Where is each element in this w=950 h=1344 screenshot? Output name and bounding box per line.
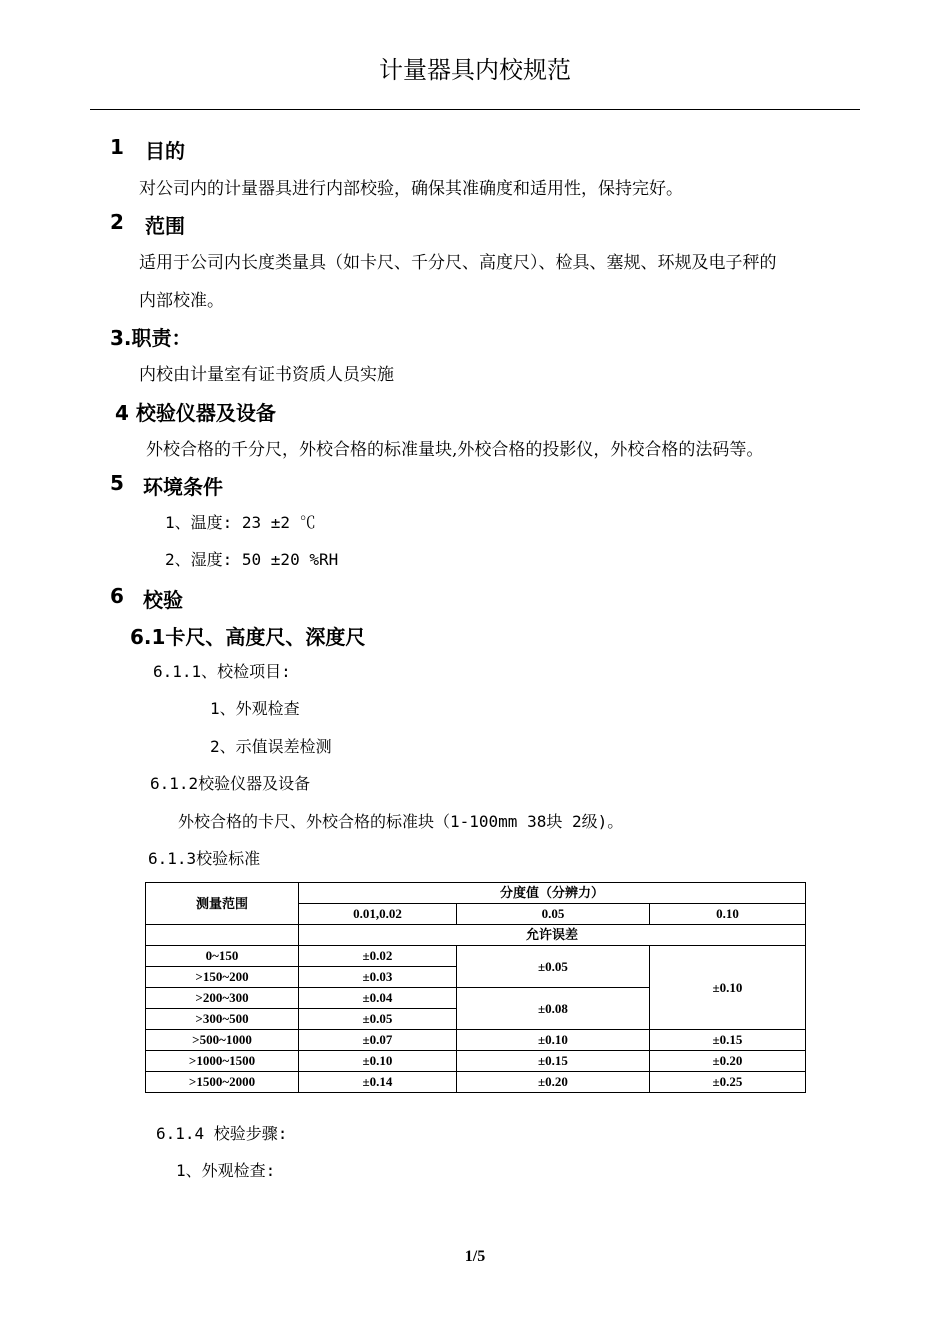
tolerance-merged-cell: ±0.05 <box>457 946 650 988</box>
section-2-text-line2: 内部校准。 <box>139 291 224 311</box>
range-header: 测量范围 <box>146 883 299 925</box>
section-2-heading: 范围 <box>145 214 185 238</box>
tolerance-merged-cell: ±0.08 <box>457 988 650 1030</box>
range-cell: >150~200 <box>146 967 299 988</box>
tolerance-cell: ±0.15 <box>650 1030 806 1051</box>
tolerance-cell: ±0.03 <box>299 967 457 988</box>
env-humidity: 2、湿度: 50 ±20 %RH <box>165 550 339 569</box>
table-row <box>146 1030 806 1051</box>
check-item-appearance: 1、外观检查 <box>210 699 300 718</box>
section-5-heading: 环境条件 <box>143 475 223 499</box>
header-rule <box>90 109 860 110</box>
page-number: 1/5 <box>464 1248 486 1265</box>
tolerance-cell: ±0.04 <box>299 988 457 1009</box>
section-3-heading: 3.职责： <box>110 326 192 350</box>
range-cell: 0~150 <box>146 946 299 967</box>
section-6-1-3: 6.1.3校验标准 <box>148 849 261 868</box>
res-col-3: 0.10 <box>650 904 806 925</box>
section-1-heading: 目的 <box>145 139 185 163</box>
page-title: 计量器具内校规范 <box>379 56 571 84</box>
section-6-number: 6 <box>110 584 124 608</box>
section-6-1-2: 6.1.2校验仪器及设备 <box>150 774 311 793</box>
range-cell: >300~500 <box>146 1009 299 1030</box>
section-3-text: 内校由计量室有证书资质人员实施 <box>139 365 394 385</box>
section-6-heading: 校验 <box>143 588 183 612</box>
section-6-1-1: 6.1.1、校检项目: <box>153 662 291 681</box>
table-row <box>146 946 806 967</box>
res-col-2: 0.05 <box>457 904 650 925</box>
tolerance-cell: ±0.20 <box>650 1051 806 1072</box>
check-item-indication-error: 2、示值误差检测 <box>210 737 332 756</box>
tolerance-header: 允许误差 <box>299 925 806 946</box>
section-6-1-4: 6.1.4 校验步骤: <box>156 1124 288 1143</box>
range-cell: >1500~2000 <box>146 1072 299 1093</box>
tolerance-cell: ±0.02 <box>299 946 457 967</box>
tolerance-merged-cell: ±0.10 <box>650 946 806 1030</box>
section-1-text: 对公司内的计量器具进行内部校验，确保其准确度和适用性，保持完好。 <box>139 179 683 199</box>
section-6-1-heading: 6.1卡尺、高度尺、深度尺 <box>130 625 366 649</box>
section-2-number: 2 <box>110 210 124 234</box>
step-appearance-check: 1、外观检查: <box>176 1161 276 1180</box>
section-2-text-line1: 适用于公司内长度类量具（如卡尺、千分尺、高度尺）、检具、塞规、环规及电子秤的 <box>139 253 777 273</box>
range-cell: >500~1000 <box>146 1030 299 1051</box>
table-spacer-cell <box>146 925 299 946</box>
env-temperature: 1、温度: 23 ±2 ℃ <box>165 513 316 532</box>
resolution-header: 分度值（分辨力） <box>299 883 806 904</box>
tolerance-cell: ±0.15 <box>457 1051 650 1072</box>
section-4-heading: 4 校验仪器及设备 <box>115 401 276 425</box>
res-col-1: 0.01,0.02 <box>299 904 457 925</box>
tolerance-cell: ±0.25 <box>650 1072 806 1093</box>
range-cell: >200~300 <box>146 988 299 1009</box>
tolerance-cell: ±0.14 <box>299 1072 457 1093</box>
range-cell: >1000~1500 <box>146 1051 299 1072</box>
section-4-text: 外校合格的千分尺，外校合格的标准量块,外校合格的投影仪，外校合格的法码等。 <box>146 440 764 460</box>
tolerance-cell: ±0.20 <box>457 1072 650 1093</box>
table-row <box>146 1051 806 1072</box>
section-5-number: 5 <box>110 471 124 495</box>
calibration-standard-table <box>145 882 806 1093</box>
tolerance-cell: ±0.10 <box>299 1051 457 1072</box>
section-1-number: 1 <box>110 135 124 159</box>
tolerance-cell: ±0.07 <box>299 1030 457 1051</box>
section-6-1-2-text: 外校合格的卡尺、外校合格的标准块（1-100mm 38块 2级)。 <box>178 812 624 831</box>
tolerance-cell: ±0.05 <box>299 1009 457 1030</box>
table-row <box>146 1072 806 1093</box>
tolerance-cell: ±0.10 <box>457 1030 650 1051</box>
